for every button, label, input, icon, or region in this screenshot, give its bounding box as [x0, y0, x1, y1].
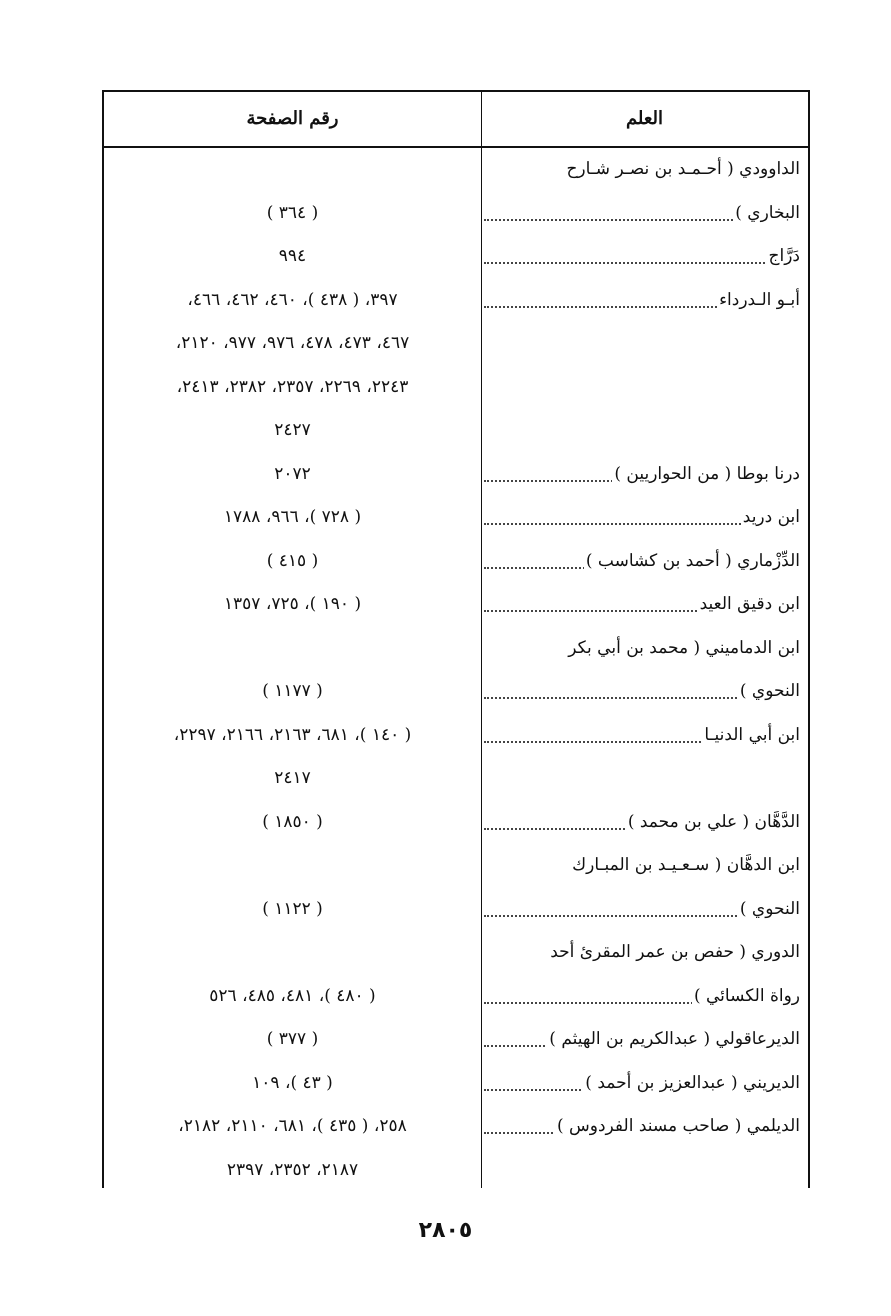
table-row: [104, 540, 808, 584]
table-row: [104, 844, 808, 888]
entry-name: الدوري ( حفص بن عمر المقرئ أحد: [550, 942, 800, 962]
entry-name: [798, 768, 800, 788]
entry-pages: ( ٤٨٠ )، ٤٨١، ٤٨٥، ٥٢٦: [209, 985, 376, 1006]
entry-pages: ( ٤١٥ ): [266, 550, 319, 571]
entry-name: [798, 420, 800, 440]
table-row: [104, 801, 808, 845]
entry-name: ابن الدهَّان ( سـعـيـد بن المبـارك: [572, 855, 800, 875]
entry-name: ابن الدماميني ( محمد بن أبي بكر: [568, 637, 800, 658]
entry-name-cell: [484, 670, 800, 714]
entry-name: [798, 377, 800, 397]
entry-name-cell: [484, 366, 800, 410]
entry-name: ابن دقيق العيد: [699, 594, 800, 614]
leader-dots: [484, 262, 800, 264]
index-table: [102, 90, 810, 1188]
table-row: [104, 1018, 808, 1062]
entry-name-cell: [484, 322, 800, 366]
table-row: [104, 235, 808, 279]
table-row: [104, 627, 808, 671]
table-row: [104, 670, 808, 714]
table-row: [104, 1062, 808, 1106]
entry-name-cell: [484, 453, 800, 497]
entry-name: الديلمي ( صاحب مسند الفردوس ): [556, 1116, 800, 1136]
table-row: [104, 322, 808, 366]
table-row: [104, 888, 808, 932]
table-row: [104, 757, 808, 801]
entry-pages: ٢٠٧٢: [274, 463, 311, 484]
entry-name-cell: [484, 801, 800, 845]
entry-name-cell: [484, 540, 800, 584]
entry-pages: ( ٤٣ )، ١٠٩: [252, 1072, 333, 1093]
table-header: [104, 92, 808, 148]
entry-name: درنا بوطا ( من الحواريين ): [614, 463, 800, 484]
entry-name-cell: [484, 757, 800, 801]
entry-pages: ( ٣٦٤ ): [266, 202, 319, 223]
entry-name-cell: [484, 975, 800, 1019]
entry-name-cell: [484, 279, 800, 323]
table-row: [104, 453, 808, 497]
entry-name-cell: [484, 627, 800, 671]
entry-pages: ( ١١٢٢ ): [262, 898, 323, 919]
entry-pages: ٢٤١٧: [274, 768, 311, 788]
entry-name-cell: [484, 844, 800, 888]
entry-pages: ( ١٤٠ )، ٦٨١، ٢١٦٣، ٢١٦٦، ٢٢٩٧،: [173, 724, 412, 745]
entry-name-cell: [484, 1105, 800, 1149]
table-row: [104, 279, 808, 323]
entry-pages: ( ١٨٥٠ ): [262, 811, 323, 832]
table-row: [104, 496, 808, 540]
entry-pages: ٣٩٧، ( ٤٣٨ )، ٤٦٠، ٤٦٢، ٤٦٦،: [187, 289, 398, 310]
entry-name: الديرعاقولي ( عبدالكريم بن الهيثم ): [549, 1029, 800, 1049]
entry-name-cell: [484, 192, 800, 236]
entry-pages: [108, 148, 477, 192]
entry-pages: ( ٧٢٨ )، ٩٦٦، ١٧٨٨: [223, 507, 362, 527]
entry-pages: ٤٦٧، ٤٧٣، ٤٧٨، ٩٧٦، ٩٧٧، ٢١٢٠،: [175, 333, 410, 353]
entry-name-cell: [484, 714, 800, 758]
entry-name: الديريني ( عبدالعزيز بن أحمد ): [585, 1072, 800, 1093]
table-row: [104, 1149, 808, 1193]
table-row: [104, 409, 808, 453]
entry-name-cell: [484, 583, 800, 627]
entry-pages: [108, 627, 477, 671]
entry-name: ابن دريد: [742, 507, 800, 527]
entry-name: ابن أبي الدنيـا: [704, 724, 800, 745]
entry-name-cell: [484, 148, 800, 192]
header-name-column: العلم: [625, 108, 664, 129]
entry-name: الدَّهَّان ( علي بن محمد ): [627, 811, 800, 832]
table-body: [104, 148, 808, 1192]
table-row: [104, 148, 808, 192]
entry-pages: [108, 931, 477, 975]
entry-name-cell: [484, 931, 800, 975]
entry-name-cell: [484, 496, 800, 540]
entry-name-cell: [484, 409, 800, 453]
entry-name: [798, 333, 800, 353]
entry-name-cell: [484, 1018, 800, 1062]
table-row: [104, 714, 808, 758]
entry-name: رواة الكسائي ): [693, 985, 800, 1006]
entry-name: البخاري ): [735, 202, 800, 223]
entry-name-cell: [484, 888, 800, 932]
entry-pages: ٩٩٤: [278, 246, 307, 266]
entry-pages: ٢١٨٧، ٢٣٥٢، ٢٣٩٧: [226, 1159, 359, 1180]
entry-name-cell: [484, 1149, 800, 1193]
entry-name: دَرَّاج: [768, 246, 800, 266]
entry-name: الدِّزْماري ( أحمد بن كشاسب ): [585, 550, 800, 571]
entry-name: [798, 1160, 800, 1180]
table-row: [104, 583, 808, 627]
entry-pages: ( ١١٧٧ ): [262, 681, 323, 701]
table-row: [104, 366, 808, 410]
entry-pages: ٢٤٢٧: [274, 420, 311, 440]
page-number: ٢٨٠٥: [418, 1218, 473, 1243]
entry-pages: ( ٣٧٧ ): [266, 1029, 319, 1049]
entry-name: الداوودي ( أحـمـد بن نصـر شـارح: [566, 159, 800, 179]
entry-pages: ( ١٩٠ )، ٧٢٥، ١٣٥٧: [223, 594, 362, 614]
table-row: [104, 192, 808, 236]
entry-pages: ٢٢٤٣، ٢٢٦٩، ٢٣٥٧، ٢٣٨٢، ٢٤١٣،: [176, 376, 409, 397]
table-row: [104, 975, 808, 1019]
entry-name-cell: [484, 1062, 800, 1106]
entry-name: النحوي ): [739, 898, 800, 919]
entry-name: النحوي ): [739, 681, 800, 701]
table-row: [104, 931, 808, 975]
table-row: [104, 1105, 808, 1149]
header-page-column: رقم الصفحة: [246, 108, 339, 129]
entry-pages: [108, 844, 477, 888]
entry-name: أبـو الـدرداء: [719, 289, 800, 310]
entry-pages: ٢٥٨، ( ٤٣٥ )، ٦٨١، ٢١١٠، ٢١٨٢،: [178, 1116, 407, 1136]
entry-name-cell: [484, 235, 800, 279]
